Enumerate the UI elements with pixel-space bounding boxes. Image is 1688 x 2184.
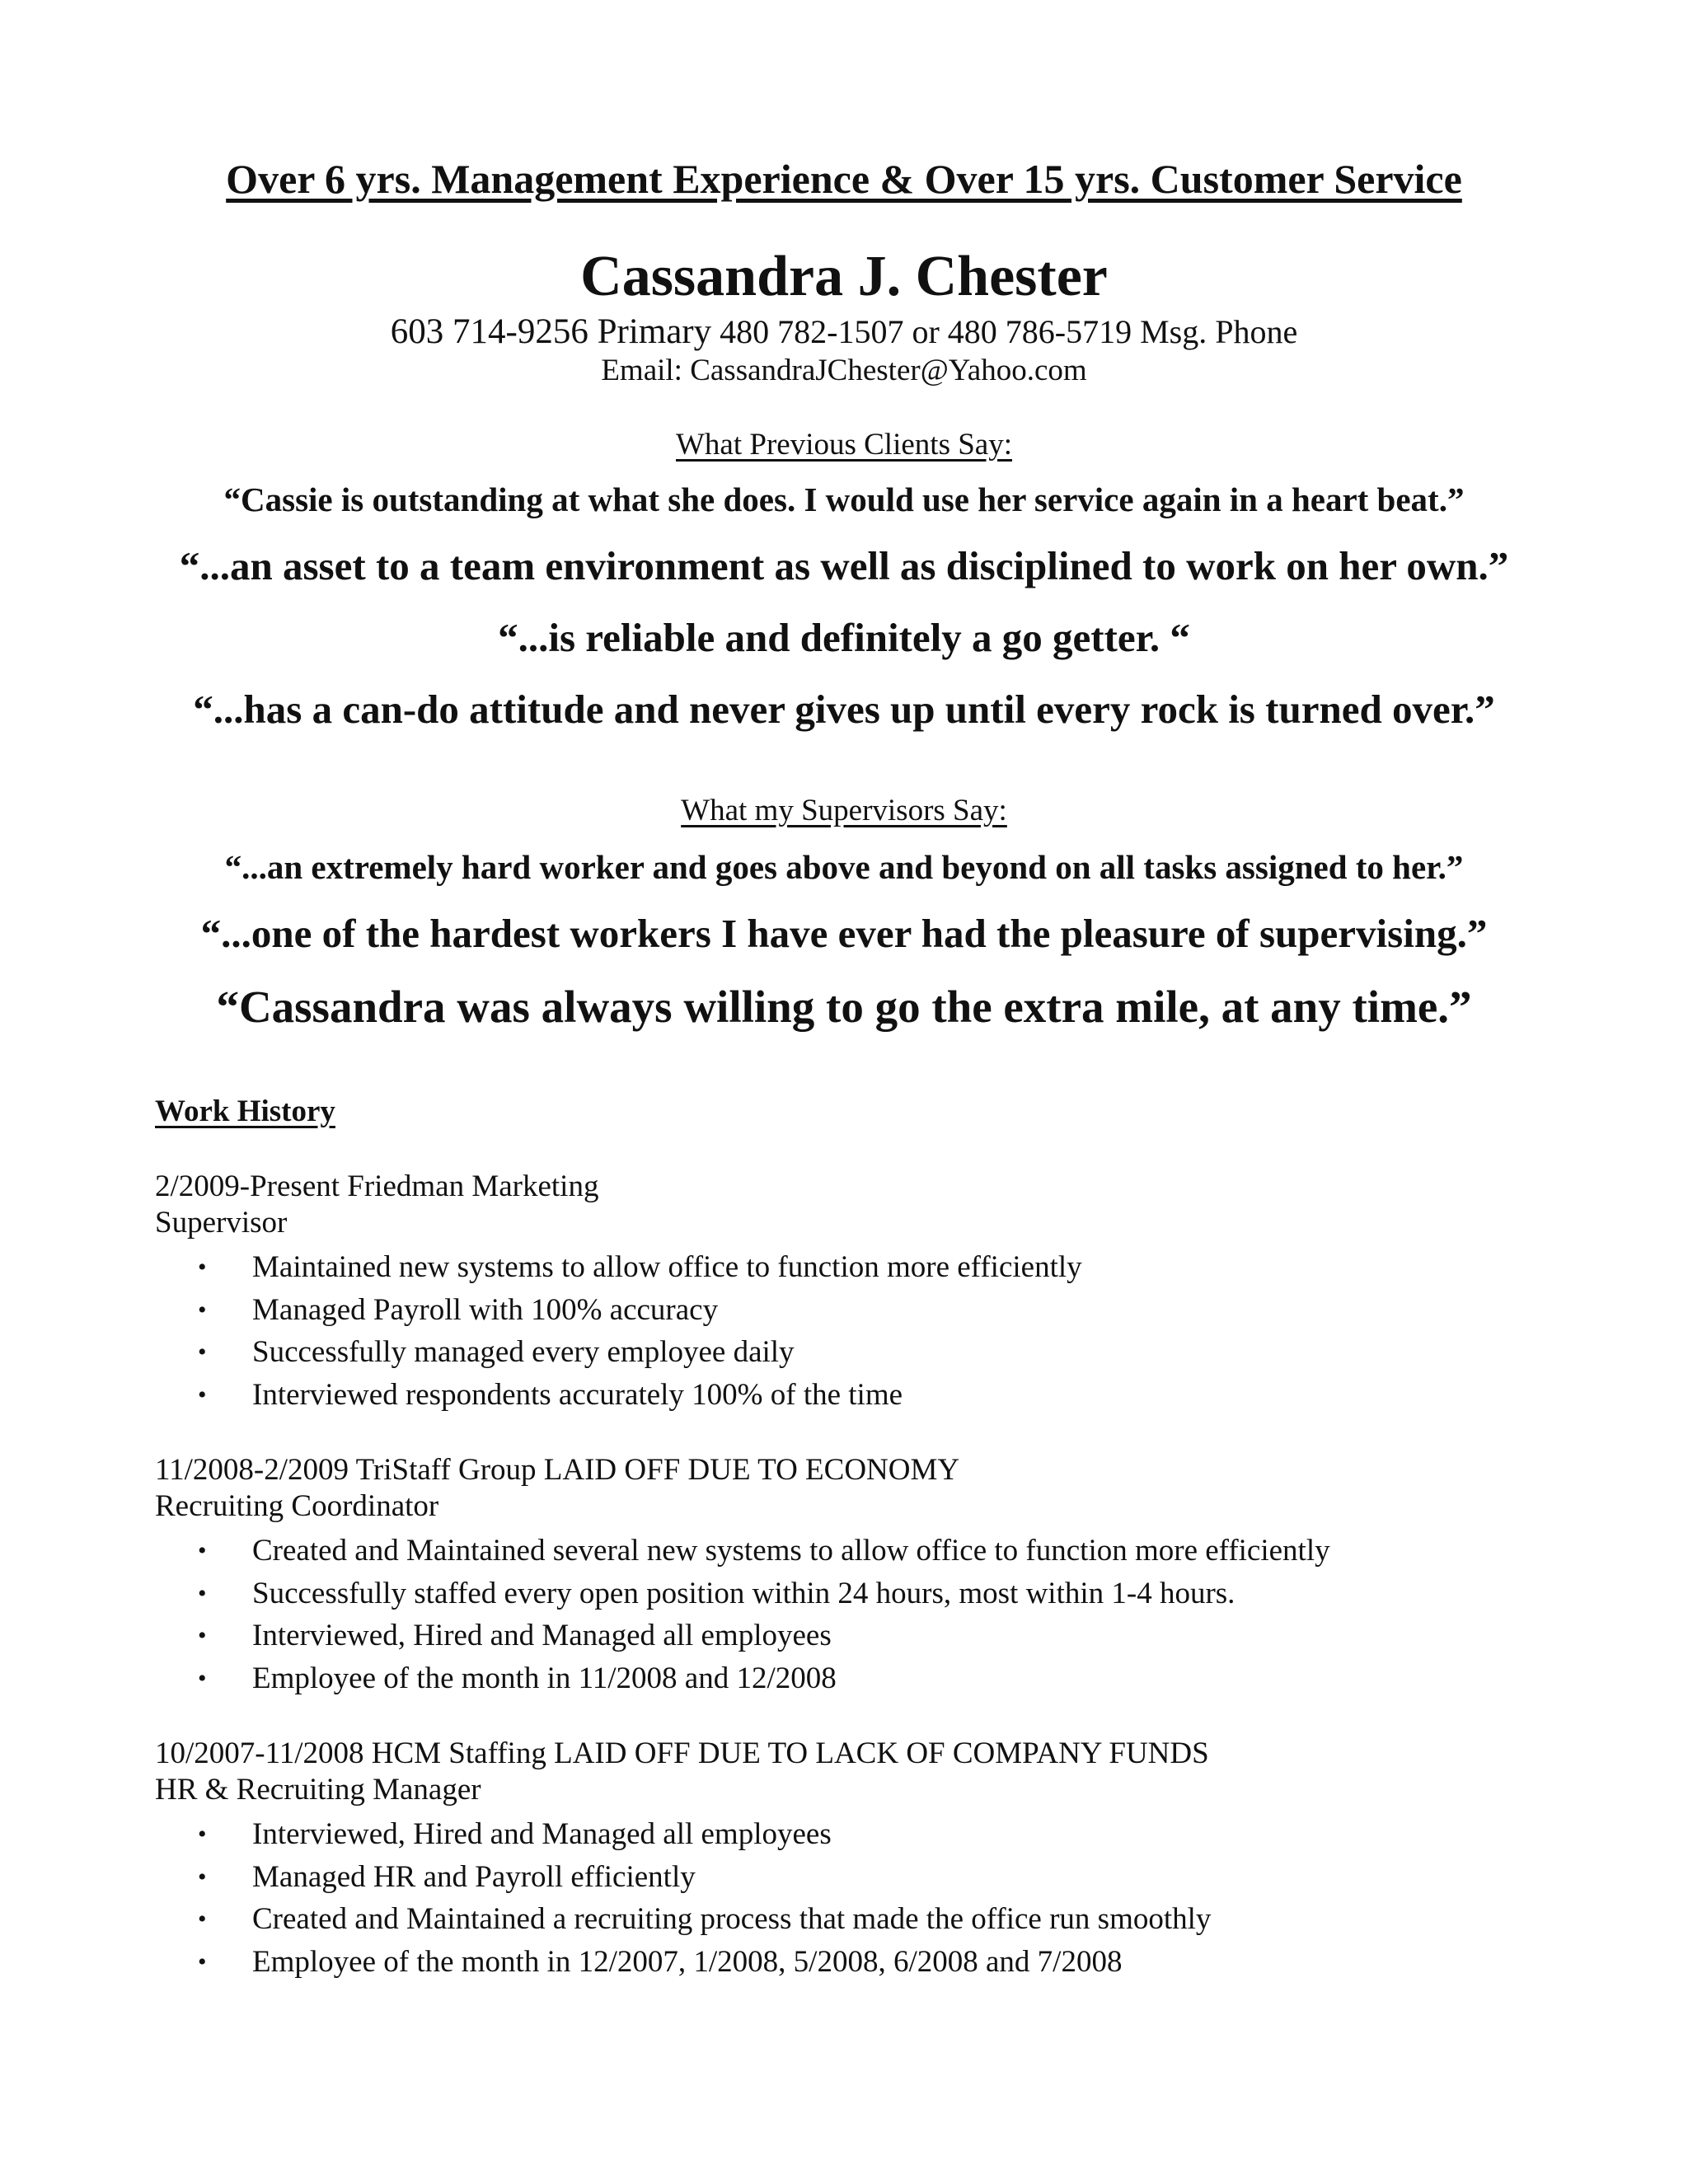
bullet-text: Created and Maintained several new systems to allow office to function more efficiently bbox=[252, 1534, 1330, 1568]
bullet-text: Successfully managed every employee daily bbox=[252, 1335, 795, 1369]
job-entry bbox=[155, 1452, 1639, 1699]
bullet-icon: • bbox=[198, 1380, 207, 1408]
job-bullet-list bbox=[155, 1813, 1639, 1983]
bullet-text: Maintained new systems to allow office to function more efficiently bbox=[252, 1250, 1082, 1284]
list-item bbox=[155, 1657, 1639, 1700]
work-history-heading: Work History bbox=[155, 1094, 335, 1128]
bullet-text: Managed HR and Payroll efficiently bbox=[252, 1859, 696, 1894]
bullet-icon: • bbox=[198, 1863, 207, 1891]
bullet-text: Managed Payroll with 100% accuracy bbox=[252, 1292, 719, 1327]
primary-phone: 603 714-9256 Primary bbox=[390, 312, 712, 351]
job-header: 2/2009-Present Friedman Marketing bbox=[155, 1169, 599, 1203]
message-phone: 480 782-1507 or 480 786-5719 Msg. Phone bbox=[720, 313, 1298, 350]
job-bullet-list bbox=[155, 1530, 1639, 1699]
client-quote: “...an asset to a team environment as well as disciplined to work on her own.” bbox=[179, 543, 1509, 588]
bullet-icon: • bbox=[198, 1664, 207, 1692]
bullet-icon: • bbox=[198, 1947, 207, 1975]
candidate-name: Cassandra J. Chester bbox=[580, 245, 1108, 308]
supervisor-quote: “Cassandra was always willing to go the extra mile, at any time.” bbox=[216, 982, 1472, 1032]
list-item bbox=[155, 1898, 1639, 1941]
bullet-icon: • bbox=[198, 1537, 207, 1564]
list-item bbox=[155, 1572, 1639, 1615]
job-title: Supervisor bbox=[155, 1206, 288, 1240]
bullet-icon: • bbox=[198, 1821, 207, 1848]
email-line: Email: CassandraJChester@Yahoo.com bbox=[601, 354, 1087, 387]
bullet-text: Successfully staffed every open position within 24 hours, most within 1-4 hours. bbox=[252, 1576, 1236, 1610]
client-quote: “...is reliable and definitely a go getter. “ bbox=[498, 615, 1190, 660]
job-title: HR & Recruiting Manager bbox=[155, 1773, 481, 1807]
phone-line bbox=[0, 312, 1688, 352]
list-item bbox=[155, 1530, 1639, 1572]
supervisor-quote: “...an extremely hard worker and goes above and beyond on all tasks assigned to her.” bbox=[224, 848, 1464, 886]
list-item bbox=[155, 1331, 1639, 1374]
client-quote: “...has a can-do attitude and never gives up until every rock is turned over.” bbox=[193, 687, 1495, 732]
job-header: 10/2007-11/2008 HCM Staffing LAID OFF DUE TO LACK OF COMPANY FUNDS bbox=[155, 1736, 1209, 1770]
list-item bbox=[155, 1289, 1639, 1332]
experience-banner: Over 6 yrs. Management Experience & Over 15 yrs. Customer Service bbox=[226, 156, 1462, 202]
list-item bbox=[155, 1856, 1639, 1899]
job-entry bbox=[155, 1736, 1639, 1983]
list-item bbox=[155, 1246, 1639, 1289]
bullet-icon: • bbox=[198, 1905, 207, 1933]
list-item bbox=[155, 1374, 1639, 1417]
bullet-icon: • bbox=[198, 1622, 207, 1649]
list-item bbox=[155, 1941, 1639, 1984]
job-bullet-list bbox=[155, 1246, 1639, 1416]
bullet-icon: • bbox=[198, 1338, 207, 1366]
list-item bbox=[155, 1615, 1639, 1657]
bullet-text: Interviewed respondents accurately 100% of the time bbox=[252, 1377, 903, 1412]
bullet-text: Interviewed, Hired and Managed all employees bbox=[252, 1817, 832, 1851]
job-title: Recruiting Coordinator bbox=[155, 1489, 439, 1523]
job-entry bbox=[155, 1169, 1639, 1416]
bullet-icon: • bbox=[198, 1254, 207, 1281]
client-quote: “Cassie is outstanding at what she does. I would use her service again in a heart beat.” bbox=[223, 480, 1465, 518]
bullet-text: Interviewed, Hired and Managed all employees bbox=[252, 1619, 832, 1652]
bullet-icon: • bbox=[198, 1579, 207, 1607]
bullet-text: Created and Maintained a recruiting process that made the office run smoothly bbox=[252, 1902, 1212, 1936]
bullet-text: Employee of the month in 12/2007, 1/2008, 5/2008, 6/2008 and 7/2008 bbox=[252, 1944, 1123, 1979]
supervisors-heading: What my Supervisors Say: bbox=[681, 794, 1007, 827]
bullet-text: Employee of the month in 11/2008 and 12/2008 bbox=[252, 1661, 837, 1695]
clients-heading: What Previous Clients Say: bbox=[676, 428, 1012, 462]
supervisor-quote: “...one of the hardest workers I have ever had the pleasure of supervising.” bbox=[200, 911, 1488, 956]
list-item bbox=[155, 1813, 1639, 1856]
bullet-icon: • bbox=[198, 1296, 207, 1324]
job-header: 11/2008-2/2009 TriStaff Group LAID OFF DUE TO ECONOMY bbox=[155, 1453, 960, 1487]
